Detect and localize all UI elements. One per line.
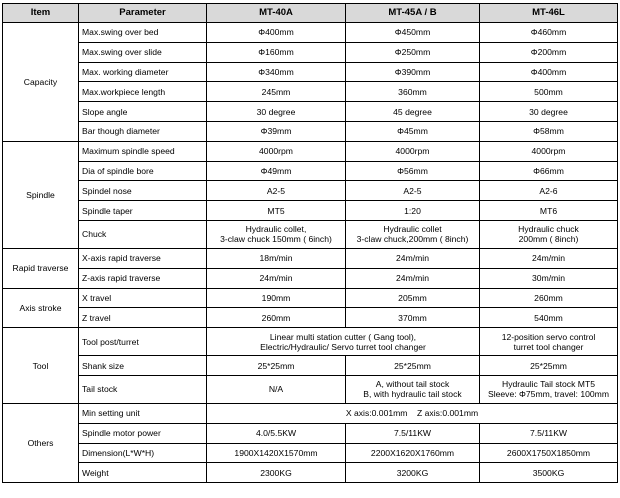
param-cell: Bar though diameter (79, 121, 207, 141)
value-line: Linear multi station cutter ( Gang tool), (269, 331, 417, 342)
param-cell: Dimension(L*W*H) (79, 443, 207, 463)
value-cell: Φ460mm (480, 23, 618, 43)
param-cell: Max.swing over slide (79, 42, 207, 62)
value-cell: 18m/min (207, 248, 346, 268)
group-spindle: Spindle (3, 141, 79, 248)
table-row (3, 141, 618, 161)
param-cell: Max.workpiece length (79, 82, 207, 102)
header-mt-46l: MT-46L (480, 4, 618, 23)
value-line: B, with hydraulic tail stock (363, 389, 462, 400)
value-cell: 24m/min (480, 248, 618, 268)
table-row (3, 23, 618, 43)
value-cell: 25*25mm (207, 356, 346, 376)
param-cell: Z travel (79, 308, 207, 328)
header-item: Item (3, 4, 79, 23)
value-cell: 205mm (346, 288, 480, 308)
table-row (3, 268, 618, 288)
table-row (3, 356, 618, 376)
header-mt-40a: MT-40A (207, 4, 346, 23)
value-cell: 4000rpm (480, 141, 618, 161)
value-cell: Φ66mm (480, 161, 618, 181)
value-cell: Φ400mm (480, 62, 618, 82)
value-cell: 3200KG (346, 463, 480, 483)
group-axis-stroke: Axis stroke (3, 288, 79, 328)
value-cell: N/A (207, 375, 346, 403)
value-cell: 7.5/11KW (480, 423, 618, 443)
value-line: 3-claw chuck,200mm ( 8inch) (356, 234, 469, 245)
value-cell: 4000rpm (207, 141, 346, 161)
value-cell: 2300KG (207, 463, 346, 483)
param-cell: Slope angle (79, 102, 207, 122)
value-line: 200mm ( 8inch) (518, 234, 579, 245)
value-cell: Φ160mm (207, 42, 346, 62)
value-cell (207, 328, 480, 356)
group-tool: Tool (3, 328, 79, 404)
header-mt-45a-b: MT-45A / B (346, 4, 480, 23)
value-cell: 3500KG (480, 463, 618, 483)
value-cell: 370mm (346, 308, 480, 328)
value-cell: MT5 (207, 201, 346, 221)
param-cell: Max. working diameter (79, 62, 207, 82)
table-row (3, 308, 618, 328)
table-row (3, 403, 618, 423)
value-cell: 245mm (207, 82, 346, 102)
table-row (3, 82, 618, 102)
group-rapid-traverse: Rapid traverse (3, 248, 79, 288)
value-cell: 360mm (346, 82, 480, 102)
param-cell: Shank size (79, 356, 207, 376)
param-cell: Min setting unit (79, 403, 207, 423)
value-cell: 25*25mm (480, 356, 618, 376)
value-cell: 30 degree (207, 102, 346, 122)
value-cell: Φ340mm (207, 62, 346, 82)
value-cell: 45 degree (346, 102, 480, 122)
table-row (3, 375, 618, 403)
value-cell: 30 degree (480, 102, 618, 122)
value-cell: A2-5 (346, 181, 480, 201)
table-row (3, 463, 618, 483)
table-row (3, 423, 618, 443)
value-cell: 500mm (480, 82, 618, 102)
param-cell: Maximum spindle speed (79, 141, 207, 161)
table-row (3, 328, 618, 356)
param-cell: Tool post/turret (79, 328, 207, 356)
spec-table (2, 3, 618, 483)
table-row (3, 102, 618, 122)
value-cell: Φ56mm (346, 161, 480, 181)
table-row (3, 121, 618, 141)
value-line: Hydraulic chuck (518, 224, 579, 235)
value-cell: 4000rpm (346, 141, 480, 161)
value-cell: 4.0/5.5KW (207, 423, 346, 443)
value-cell: 30m/min (480, 268, 618, 288)
value-cell: 190mm (207, 288, 346, 308)
table-row (3, 443, 618, 463)
value-cell: 260mm (207, 308, 346, 328)
table-row (3, 42, 618, 62)
value-cell: MT6 (480, 201, 618, 221)
value-cell: Φ45mm (346, 121, 480, 141)
value-cell: 24m/min (207, 268, 346, 288)
value-line: Sleeve: Φ75mm, travel: 100mm (487, 389, 609, 400)
value-cell: A2-5 (207, 181, 346, 201)
value-line: Hydraulic collet (383, 224, 442, 235)
value-line: 12-position servo control (501, 331, 596, 342)
value-cell: 1900X1420X1570mm (207, 443, 346, 463)
value-cell (346, 220, 480, 248)
value-cell: Φ400mm (207, 23, 346, 43)
value-line: turret tool changer (513, 341, 584, 352)
value-cell: Φ200mm (480, 42, 618, 62)
param-cell: X-axis rapid traverse (79, 248, 207, 268)
value-line: 3-claw chuck 150mm ( 6inch) (220, 234, 332, 245)
table-row (3, 161, 618, 181)
table-row (3, 62, 618, 82)
value-cell: X axis:0.001mm Z axis:0.001mm (207, 403, 618, 423)
value-cell: 260mm (480, 288, 618, 308)
value-line: Hydraulic Tail stock MT5 (502, 379, 595, 390)
param-cell: Spindel nose (79, 181, 207, 201)
value-cell: Φ450mm (346, 23, 480, 43)
param-cell: X travel (79, 288, 207, 308)
header-row (3, 4, 618, 23)
value-cell: 24m/min (346, 268, 480, 288)
table-row (3, 248, 618, 268)
param-cell: Dia of spindle bore (79, 161, 207, 181)
value-line: Electric/Hydraulic/ Servo turret tool changer (260, 341, 426, 352)
param-cell: Weight (79, 463, 207, 483)
param-cell: Max.swing over bed (79, 23, 207, 43)
table-row (3, 220, 618, 248)
value-cell (346, 375, 480, 403)
group-capacity: Capacity (3, 23, 79, 142)
value-cell: 2600X1750X1850mm (480, 443, 618, 463)
value-cell: 24m/min (346, 248, 480, 268)
header-parameter: Parameter (79, 4, 207, 23)
param-cell: Z-axis rapid traverse (79, 268, 207, 288)
value-line: A, without tail stock (375, 379, 450, 390)
value-cell (480, 375, 618, 403)
value-cell: 2200X1620X1760mm (346, 443, 480, 463)
value-cell: 7.5/11KW (346, 423, 480, 443)
value-cell: 25*25mm (346, 356, 480, 376)
value-cell: 1:20 (346, 201, 480, 221)
value-cell (480, 220, 618, 248)
value-cell: Φ58mm (480, 121, 618, 141)
param-cell: Chuck (79, 220, 207, 248)
value-cell (207, 220, 346, 248)
table-row (3, 288, 618, 308)
value-cell: Φ39mm (207, 121, 346, 141)
table-row (3, 181, 618, 201)
param-cell: Spindle taper (79, 201, 207, 221)
group-others: Others (3, 403, 79, 482)
param-cell: Tail stock (79, 375, 207, 403)
value-line: Hydraulic collet, (245, 224, 307, 235)
value-cell: Φ250mm (346, 42, 480, 62)
value-cell: A2-6 (480, 181, 618, 201)
table-row (3, 201, 618, 221)
value-cell: Φ49mm (207, 161, 346, 181)
param-cell: Spindle motor power (79, 423, 207, 443)
value-cell (480, 328, 618, 356)
value-cell: 540mm (480, 308, 618, 328)
value-cell: Φ390mm (346, 62, 480, 82)
